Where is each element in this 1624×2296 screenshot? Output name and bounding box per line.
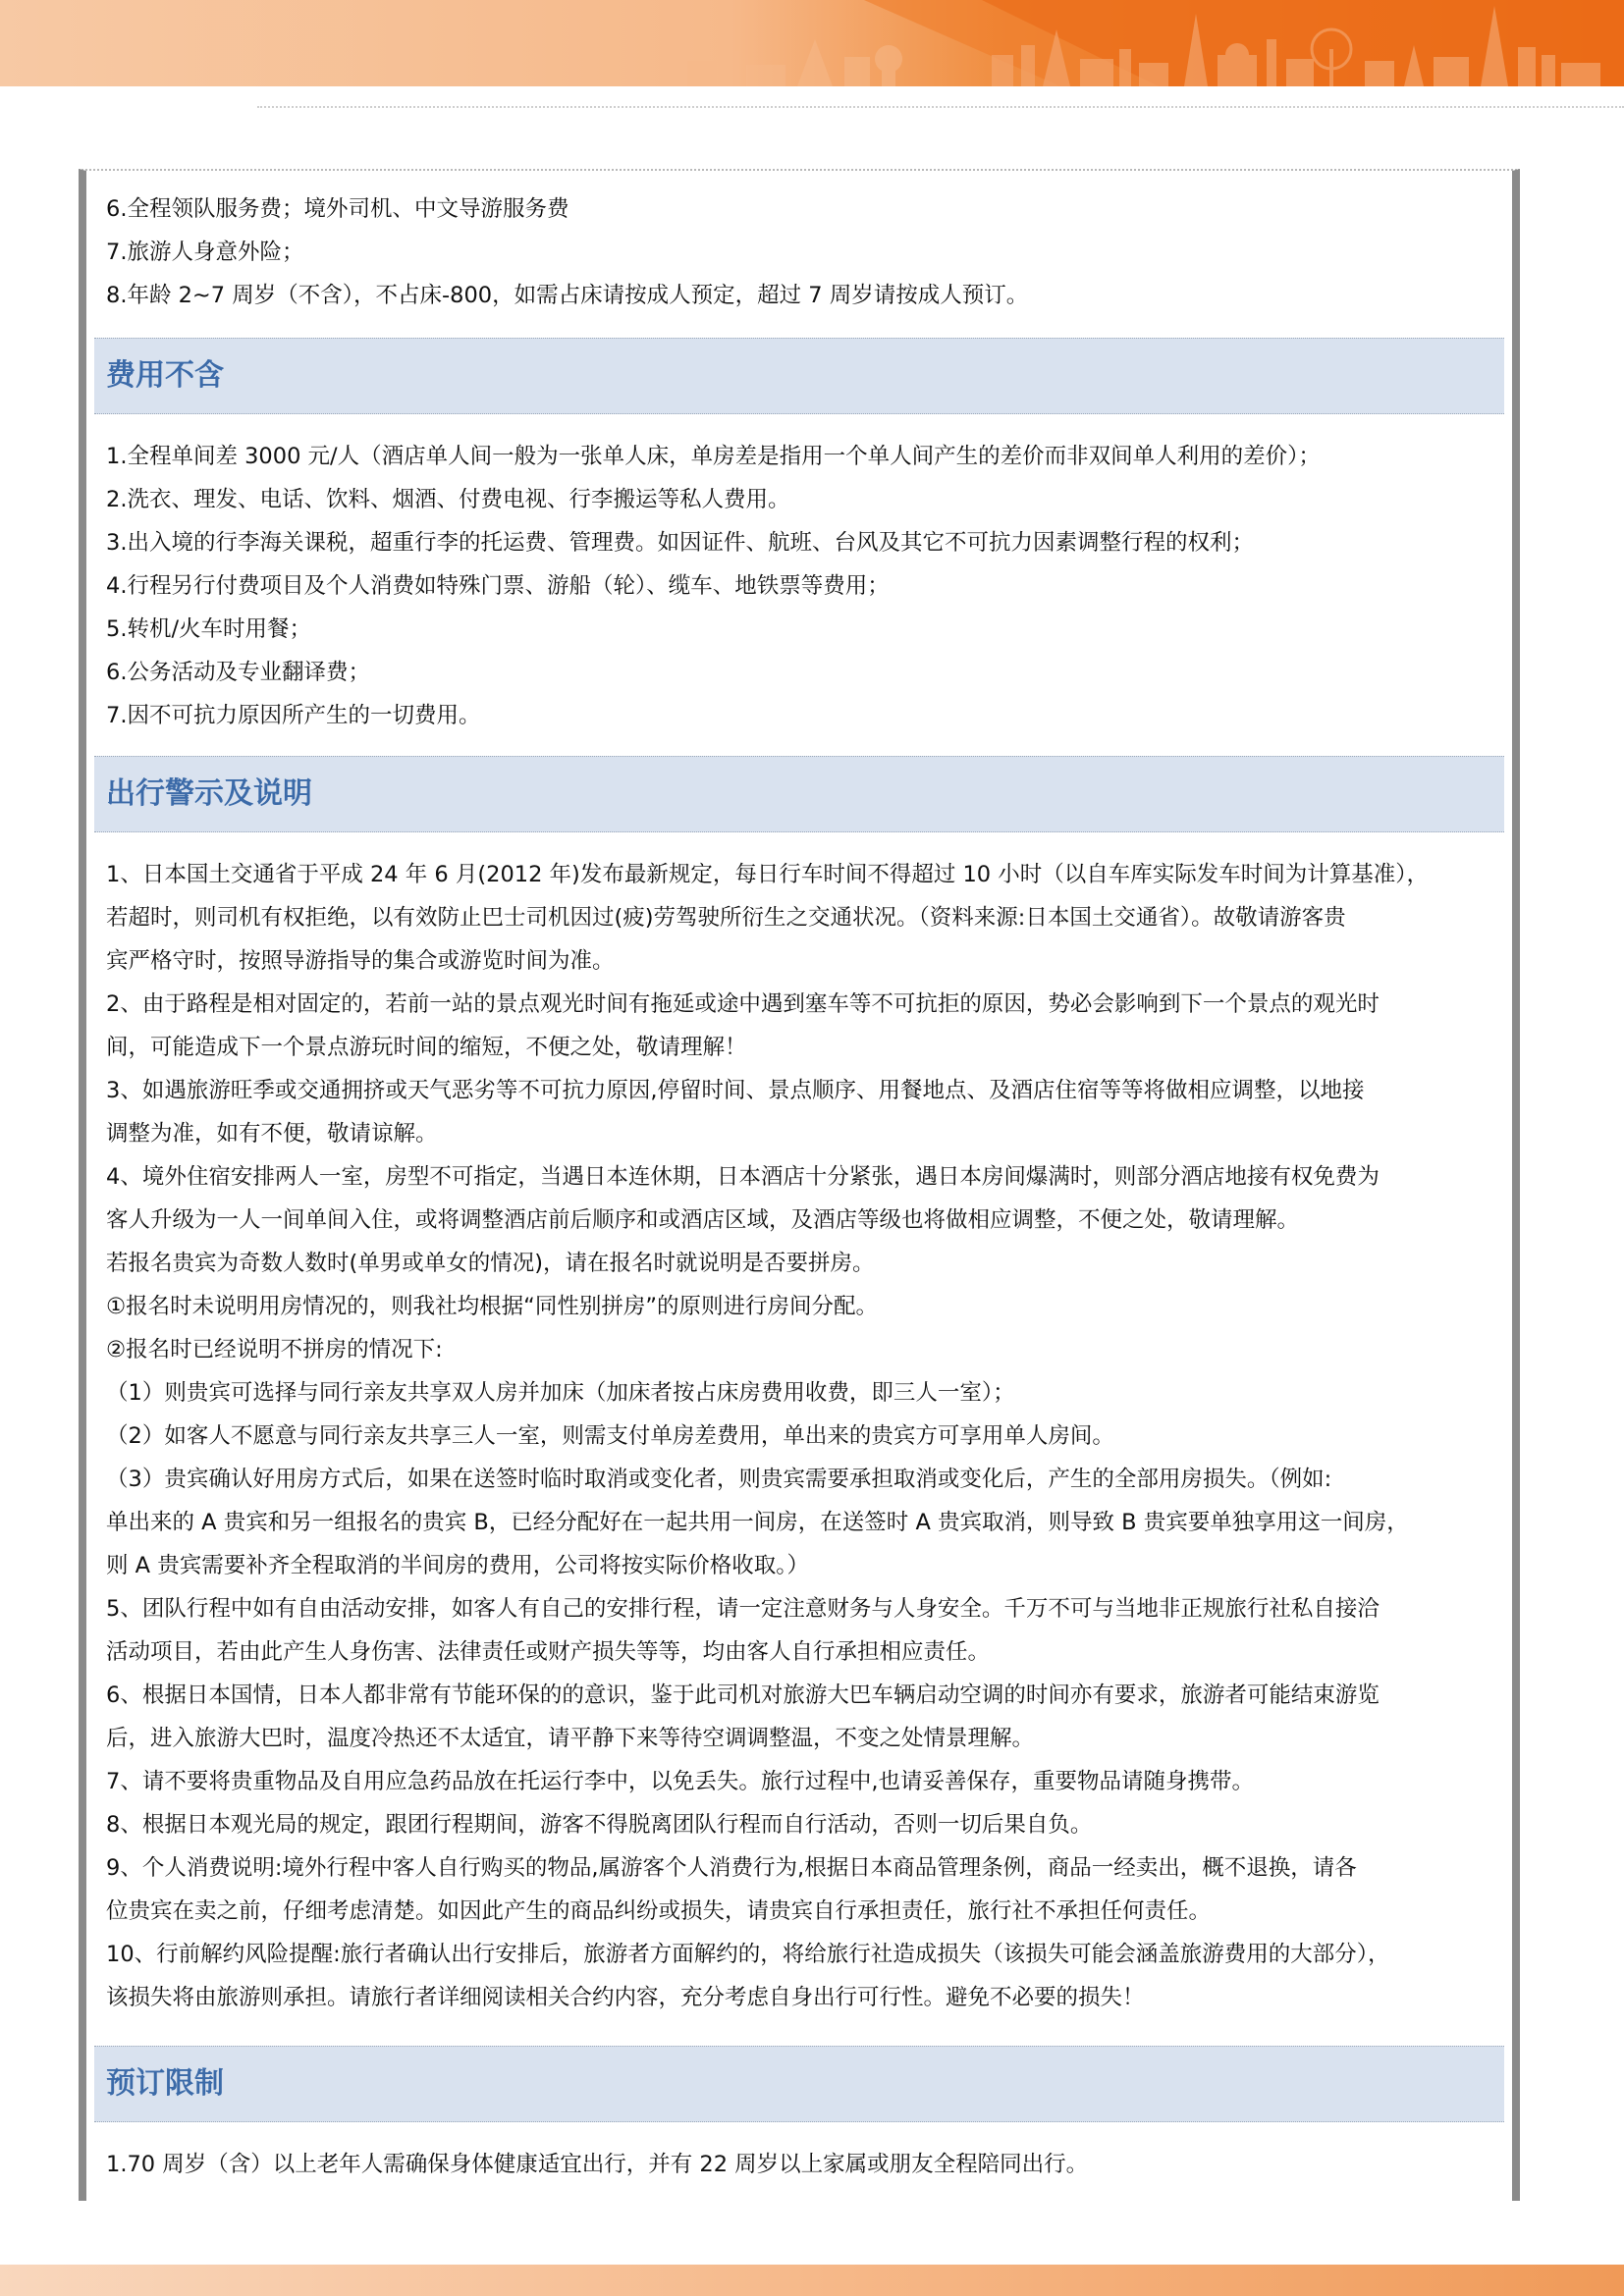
- notice-line: 活动项目，若由此产生人身伤害、法律责任或财产损失等等，均由客人自行承担相应责任。: [106, 1639, 991, 1665]
- notice-line: ②报名时已经说明不拼房的情况下:: [106, 1337, 443, 1362]
- excluded-item: 6.公务活动及专业翻译费；: [106, 660, 370, 685]
- notice-line: 4、境外住宿安排两人一室，房型不可指定，当遇日本连休期，日本酒店十分紧张，遇日本房间爆满时，则部分酒店地接有权免费为: [106, 1164, 1380, 1190]
- section-header-booking-limits: [94, 2046, 1504, 2122]
- section-title: 费用不含: [106, 358, 224, 393]
- included-item-8: 8.年龄 2~7 周岁（不含），不占床-800，如需占床请按成人预定，超过 7 周岁请按成人预订。: [106, 283, 1029, 308]
- notice-line: 调整为准，如有不便，敬请谅解。: [106, 1121, 438, 1147]
- notice-line: 间，可能造成下一个景点游玩时间的缩短，不便之处，敬请理解！: [106, 1035, 747, 1060]
- notice-line: 则 A 贵宾需要补齐全程取消的半间房的费用，公司将按实际价格收取。）: [106, 1553, 809, 1578]
- excluded-item: 1.全程单间差 3000 元/人（酒店单人间一般为一张单人床，单房差是指用一个单人间产生的差价而非双间单人利用的差价）；: [106, 444, 1321, 469]
- notice-line: 6、根据日本国情，日本人都非常有节能环保的的意识，鉴于此司机对旅游大巴车辆启动空调的时间亦有要求，旅游者可能结束游览: [106, 1682, 1380, 1708]
- section-title: 预订限制: [106, 2066, 224, 2101]
- section-title: 出行警示及说明: [106, 776, 312, 811]
- section-header-travel-notice: [94, 756, 1504, 832]
- notice-line: 该损失将由旅游则承担。请旅行者详细阅读相关合约内容，充分考虑自身出行可行性。避免不必要的损失！: [106, 1985, 1145, 2010]
- notice-line: （3）贵宾确认好用房方式后，如果在送签时临时取消或变化者，则贵宾需要承担取消或变化后，产生的全部用房损失。（例如:: [106, 1467, 1332, 1492]
- content-frame: [79, 169, 1520, 2201]
- notice-line: 后，进入旅游大巴时，温度冷热还不太适宜，请平静下来等待空调调整温，不变之处情景理解。: [106, 1726, 1035, 1751]
- notice-line: 若超时，则司机有权拒绝，以有效防止巴士司机因过(疲)劳驾驶所衍生之交通状况。（资料来源:日本国土交通省）。故敬请游客贵: [106, 905, 1346, 931]
- notice-line: 位贵宾在卖之前，仔细考虑清楚。如因此产生的商品纠纷或损失，请贵宾自行承担责任，旅行社不承担任何责任。: [106, 1898, 1212, 1924]
- notice-line: （1）则贵宾可选择与同行亲友共享双人房并加床（加床者按占床房费用收费，即三人一室）；: [106, 1380, 1015, 1406]
- section-header-fees-excluded: [94, 338, 1504, 414]
- notice-line: 8、根据日本观光局的规定，跟团行程期间，游客不得脱离团队行程而自行活动，否则一切后果自负。: [106, 1812, 1093, 1838]
- notice-line: 1、日本国土交通省于平成 24 年 6 月(2012 年)发布最新规定，每日行车时间不得超过 10 小时（以自车库实际发车时间为计算基准），: [106, 862, 1430, 887]
- notice-line: 若报名贵宾为奇数人数时(单男或单女的情况)，请在报名时就说明是否要拼房。: [106, 1251, 875, 1276]
- footer-banner: [0, 2265, 1624, 2296]
- notice-line: 3、如遇旅游旺季或交通拥挤或天气恶劣等不可抗力原因,停留时间、景点顺序、用餐地点、及酒店住宿等等将做相应调整，以地接: [106, 1078, 1365, 1103]
- excluded-item: 4.行程另行付费项目及个人消费如特殊门票、游船（轮）、缆车、地铁票等费用；: [106, 573, 890, 599]
- header-divider: [257, 106, 1624, 108]
- excluded-item: 3.出入境的行李海关课税，超重行李的托运费、管理费。如因证件、航班、台风及其它不可抗力因素调整行程的权利；: [106, 530, 1254, 556]
- excluded-item: 7.因不可抗力原因所产生的一切费用。: [106, 703, 481, 728]
- notice-line: 5、团队行程中如有自由活动安排，如客人有自己的安排行程，请一定注意财务与人身安全。千万不可与当地非正规旅行社私自接洽: [106, 1596, 1380, 1622]
- notice-line: 10、行前解约风险提醒:旅行者确认出行安排后，旅游者方面解约的，将给旅行社造成损失（该损失可能会涵盖旅游费用的大部分），: [106, 1942, 1390, 1967]
- included-item-6: 6.全程领队服务费；境外司机、中文导游服务费: [106, 196, 569, 222]
- excluded-item: 2.洗衣、理发、电话、饮料、烟酒、付费电视、行李搬运等私人费用。: [106, 487, 790, 512]
- excluded-item: 5.转机/火车时用餐；: [106, 616, 312, 642]
- notice-line: 2、由于路程是相对固定的，若前一站的景点观光时间有拖延或途中遇到塞车等不可抗拒的原因，势必会影响到下一个景点的观光时: [106, 991, 1380, 1017]
- booking-limit-item: 1.70 周岁（含）以上老年人需确保身体健康适宜出行，并有 22 周岁以上家属或朋友全程陪同出行。: [106, 2152, 1089, 2177]
- notice-line: 单出来的 A 贵宾和另一组报名的贵宾 B，已经分配好在一起共用一间房，在送签时 A 贵宾取消，则导致 B 贵宾要单独享用这一间房，: [106, 1510, 1409, 1535]
- city-skyline-illustration: [0, 0, 1624, 86]
- included-item-7: 7.旅游人身意外险；: [106, 240, 304, 265]
- notice-line: 宾严格守时，按照导游指导的集合或游览时间为准。: [106, 948, 615, 974]
- notice-line: 9、个人消费说明:境外行程中客人自行购买的物品,属游客个人消费行为,根据日本商品管理条例，商品一经卖出，概不退换，请各: [106, 1855, 1357, 1881]
- notice-line: 客人升级为一人一间单间入住，或将调整酒店前后顺序和或酒店区域，及酒店等级也将做相应调整，不便之处，敬请理解。: [106, 1207, 1300, 1233]
- notice-line: （2）如客人不愿意与同行亲友共享三人一室，则需支付单房差费用，单出来的贵宾方可享用单人房间。: [106, 1423, 1114, 1449]
- notice-line: 7、请不要将贵重物品及自用应急药品放在托运行李中，以免丢失。旅行过程中,也请妥善保存，重要物品请随身携带。: [106, 1769, 1254, 1794]
- header-banner: [0, 0, 1624, 86]
- notice-line: ①报名时未说明用房情况的，则我社均根据“同性别拼房”的原则进行房间分配。: [106, 1294, 878, 1319]
